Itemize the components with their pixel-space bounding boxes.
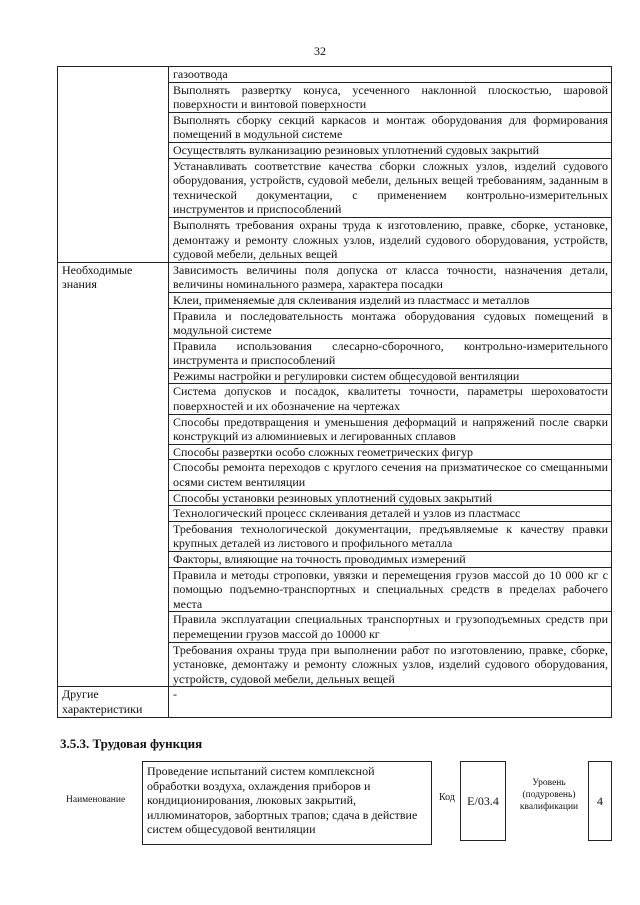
function-level-box: 4 [588,761,612,841]
table-cell: Правила и последовательность монтажа оборудования судовых помещений в модульной системе [169,308,612,338]
table-cell: Технологический процесс склеивания деталей и узлов из пластмасс [169,506,612,522]
table-cell: Требования охраны труда при выполнении работ по изготовлению, правке, сборке, установке, демонтажу и ремонту сложных узлов, изделий судового оборудования, устройств, судовой мебели, дельных вещей [169,642,612,687]
name-label: Наименование [66,795,126,805]
table-cell: Выполнять сборку секций каркасов и монтаж оборудования для формирования помещений в модульной системе [169,112,612,142]
table-cell: газоотвода [169,67,612,83]
table-cell: Правила использования слесарно-сборочного, контрольно-измерительного инструмента и приспособлений [169,338,612,368]
table-cell: Устанавливать соответствие качества сборки сложных узлов, изделий судового оборудования, устройств, судовой мебели, дельных вещей требованиям, заданным в технической документации, с применением контрольно-измерительных инструментов и приспособлений [169,158,612,217]
table-cell: Зависимость величины поля допуска от класса точности, назначения детали, величины номинального размера, характера посадки [169,262,612,292]
function-code-box: E/03.4 [460,761,506,841]
section-heading: 3.5.3. Трудовая функция [60,736,203,751]
row-label [58,67,169,263]
table-row [58,67,612,83]
competency-table [57,66,612,718]
table-cell: Факторы, влияющие на точность проводимых измерений [169,552,612,568]
row-label-knowledge: Необходимые знания [58,262,169,687]
table-cell: Требования технологической документации, предъявляемые к качеству правки крупных деталей из листового и профильного металла [169,521,612,551]
table-cell: Правила и методы строповки, увязки и перемещения грузов массой до 10 000 кг с помощью подъемно-транспортных и специальных средств в пределах рабочего места [169,567,612,612]
row-label-other: Другие характеристики [58,687,169,717]
table-row [58,687,612,717]
table-cell: Клеи, применяемые для склеивания изделий из пластмасс и металлов [169,292,612,308]
function-name-box: Проведение испытаний систем комплексной обработки воздуха, охлаждения приборов и кондиционирования, люковых закрытий, иллюминаторов, забортных трапов; сдача в действие систем общесудовой вентиляции [142,761,432,845]
level-label: Уровень (подуровень) квалификации [519,778,579,812]
table-cell: Осуществлять вулканизацию резиновых уплотнений судовых закрытий [169,142,612,158]
table-cell: Правила эксплуатации специальных транспортных и грузоподъемных средств при перемещении грузов массой до 10000 кг [169,612,612,642]
table-cell: Способы развертки особо сложных геометрических фигур [169,444,612,460]
table-cell: Способы предотвращения и уменьшения деформаций и напряжений после сварки конструкций из алюминиевых и легированных сплавов [169,414,612,444]
table-cell: Режимы настройки и регулировки систем общесудовой вентиляции [169,368,612,384]
table-cell: Способы ремонта переходов с круглого сечения на призматическое со смещанными осями систем вентиляции [169,460,612,490]
page-number: 32 [314,44,326,58]
table-cell: - [169,687,612,717]
table-cell: Способы установки резиновых уплотнений судовых закрытий [169,490,612,506]
table-cell: Система допусков и посадок, квалитеты точности, параметры шероховатости поверхностей и их обозначение на чертежах [169,384,612,414]
code-label: Код [439,792,455,803]
table-row [58,262,612,292]
table-cell: Выполнять развертку конуса, усеченного наклонной плоскостью, шаровой поверхности и винтовой поверхности [169,82,612,112]
table-cell: Выполнять требования охраны труда к изготовлению, правке, сборке, установке, демонтажу и ремонту сложных узлов, изделий судового оборудования, устройств, судовой мебели, дельных вещей [169,217,612,262]
